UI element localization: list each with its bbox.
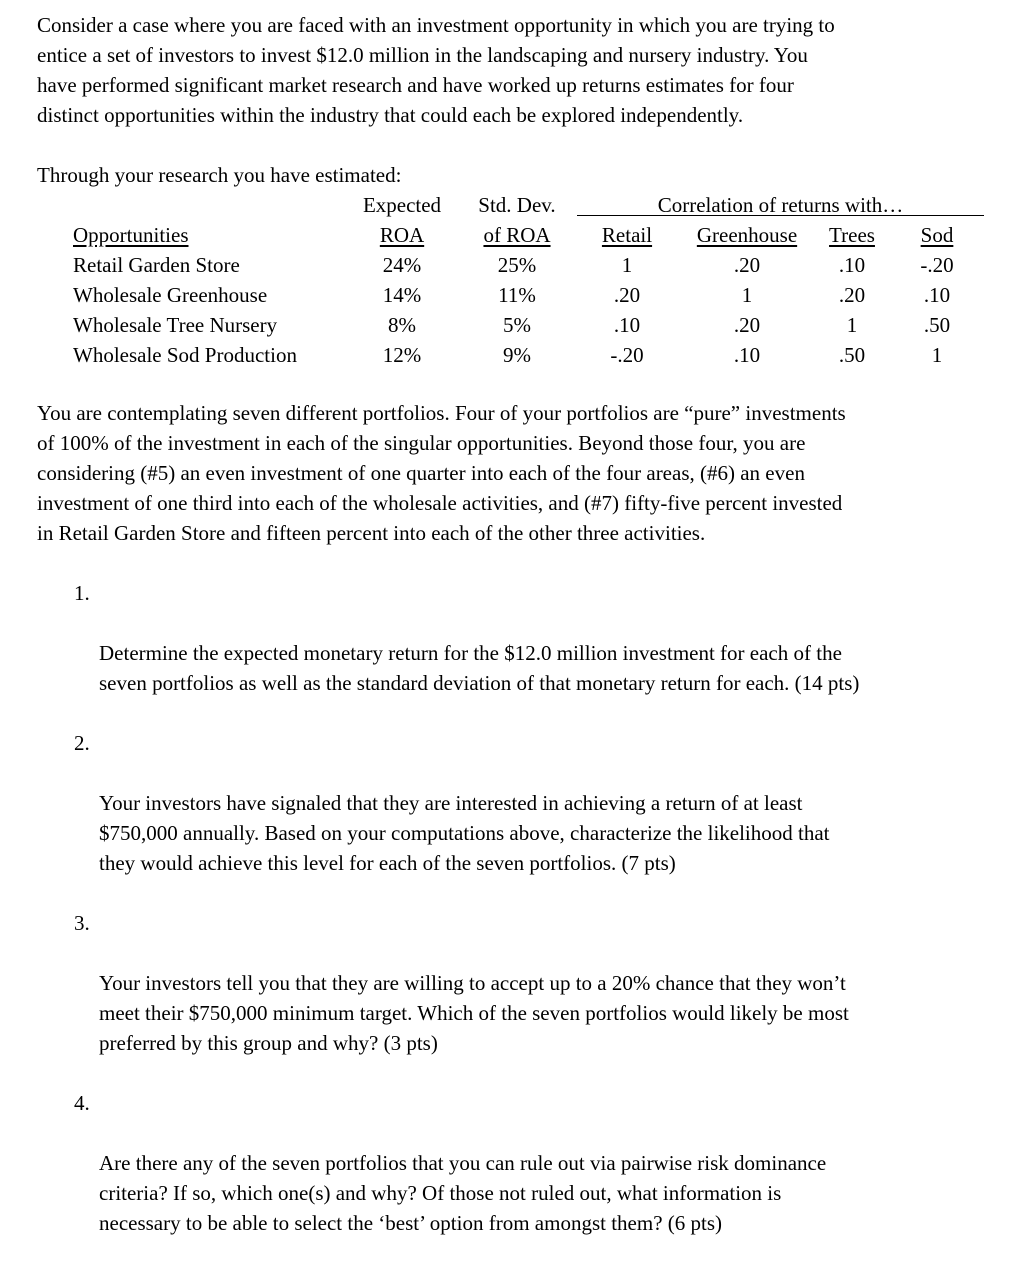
portfolios-paragraph: You are contemplating seven different portfolios. Four of your portfolios are “pure” investments of 100% of the investment in each of the singular opportunities. Beyond those four, you are considering (#5) an even investment of one quarter into each of the four areas, (#6) an even investment of one third into each of the wholesale activities, and (#7) fifty-five percent invested in Retail Garden Store and fifteen percent into each of the other three activities. — [37, 401, 846, 545]
header-std-dev: Std. Dev. — [478, 193, 556, 217]
question-number: 2. — [74, 731, 90, 755]
row-corr-trees: .20 — [838, 283, 866, 307]
row-corr-retail: -.20 — [610, 343, 644, 367]
question-number: 1. — [74, 581, 90, 605]
opportunities-table — [37, 190, 987, 370]
questions-list — [37, 578, 997, 1268]
row-roa: 24% — [382, 253, 422, 277]
question-item — [37, 1088, 997, 1238]
row-corr-trees: .50 — [838, 343, 866, 367]
question-item — [37, 908, 997, 1058]
question-text: Your investors tell you that they are willing to accept up to a 20% chance that they won’t meet their $750,000 minimum target. Which of the seven portfolios would likely be most preferred by this group and why? (3 pts) — [99, 971, 849, 1055]
question-item — [37, 578, 997, 698]
header-correlation: Correlation of returns with… — [657, 193, 904, 217]
header-greenhouse: Greenhouse — [696, 223, 798, 247]
row-corr-retail: 1 — [621, 253, 633, 277]
row-corr-retail: .10 — [613, 313, 641, 337]
row-roa: 12% — [382, 343, 422, 367]
research-lead-line: Through your research you have estimated: — [37, 163, 402, 187]
row-corr-greenhouse: 1 — [741, 283, 753, 307]
intro-paragraph: Consider a case where you are faced with an investment opportunity in which you are trying to entice a set of investors to invest $12.0 million in the landscaping and nursery industry. You have performed significant market research and have worked up returns estimates for four distinct opportunities within the industry that could each be explored independently. — [37, 13, 835, 127]
header-trees: Trees — [829, 223, 875, 247]
row-corr-sod: -.20 — [920, 253, 954, 277]
correlation-header-rule — [577, 215, 984, 216]
row-corr-trees: 1 — [846, 313, 858, 337]
question-number: 3. — [74, 911, 90, 935]
row-corr-greenhouse: .10 — [733, 343, 761, 367]
row-corr-retail: .20 — [613, 283, 641, 307]
row-name: Wholesale Sod Production — [73, 343, 297, 367]
row-sd: 11% — [498, 283, 536, 307]
header-of-roa: of ROA — [483, 223, 551, 247]
header-opportunities: Opportunities — [73, 223, 189, 247]
question-text: Are there any of the seven portfolios that you can rule out via pairwise risk dominance criteria? If so, which one(s) and why? Of those not ruled out, what information is necessary to be able to select the ‘best’ option from amongst them? (6 pts) — [99, 1151, 827, 1235]
question-text: Your investors have signaled that they are interested in achieving a return of at least $750,000 annually. Based on your computations above, characterize the likelihood that they would achieve this level for each of the seven portfolios. (7 pts) — [99, 791, 830, 875]
row-corr-sod: .10 — [923, 283, 951, 307]
header-expected: Expected — [362, 193, 442, 217]
row-name: Wholesale Greenhouse — [73, 283, 268, 307]
row-corr-trees: .10 — [838, 253, 866, 277]
question-text: Determine the expected monetary return for the $12.0 million investment for each of the seven portfolios as well as the standard deviation of that monetary return for each. (14 pts) — [99, 641, 860, 695]
header-sod: Sod — [920, 223, 954, 247]
row-corr-greenhouse: .20 — [733, 313, 761, 337]
row-roa: 8% — [388, 313, 416, 337]
row-sd: 25% — [497, 253, 537, 277]
question-number: 4. — [74, 1091, 90, 1115]
row-corr-greenhouse: .20 — [733, 253, 761, 277]
row-name: Wholesale Tree Nursery — [73, 313, 278, 337]
header-roa: ROA — [379, 223, 425, 247]
header-retail: Retail — [601, 223, 653, 247]
row-roa: 14% — [382, 283, 422, 307]
row-corr-sod: 1 — [931, 343, 943, 367]
row-sd: 9% — [503, 343, 531, 367]
question-item — [37, 728, 997, 878]
row-corr-sod: .50 — [923, 313, 951, 337]
row-name: Retail Garden Store — [73, 253, 240, 277]
row-sd: 5% — [503, 313, 531, 337]
